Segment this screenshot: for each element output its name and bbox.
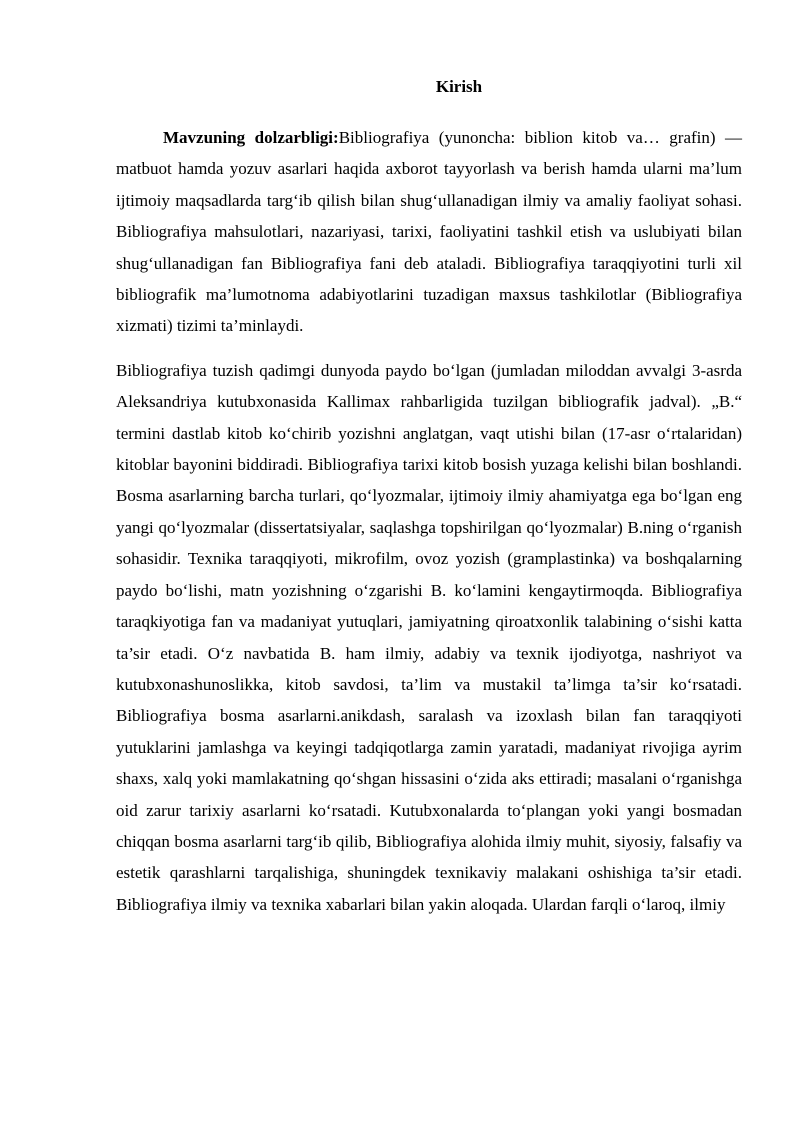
page-title: Kirish (435, 77, 483, 96)
document-page (116, 72, 742, 920)
body-paragraph: Bibliografiya tuzish qadimgi dunyoda paydo bo‘lgan (jumladan miloddan avvalgi 3-asrda Aleksandriya kutubxonasida Kallimax rahbarligida tuzilgan bibliografik jadval). „B.“ termini dastlab kitob ko‘chirib yozishni anglatgan, vaqt utishi bilan (17-asr o‘rtalaridan) kitoblar bayonini biddiradi. Bibliografiya tarixi kitob bosish yuzaga kelishi bilan boshlandi. Bosma asarlarning barcha turlari, qo‘lyozmalar, ijtimoiy ilmiy ahamiyatga ega bo‘lgan eng yangi qo‘lyozmalar (dissertatsiyalar, saqlashga topshirilgan qo‘lyozmalar) B.ning o‘rganish sohasidir. Texnika taraqqiyoti, mikrofilm, ovoz yozish (gramplastinka) va boshqalarning paydo bo‘lishi, matn yozishning o‘zgarishi B. ko‘lamini kengaytirmoqda. Bibliografiya taraqkiyotiga fan va madaniyat yutuqlari, jamiyatning qiroatxonlik talabining o‘sishi katta ta’sir etadi. O‘z navbatida B. ham ilmiy, adabiy va texnik ijodiyotga, nashriyot va kutubxonashunoslikka, kitob savdosi, ta’lim va mustakil ta’limga ta’sir ko‘rsatadi. Bibliografiya bosma asarlarni.anikdash, saralash va izoxlash bilan fan taraqqiyoti yutuklarini jamlashga va keyingi tadqiqotlarga zamin yaratadi, madaniyat rivojiga ayrim shaxs, xalq yoki mamlakatning qo‘shgan hissasini o‘zida aks ettiradi; masalani o‘rganishga oid zarur tarixiy asarlarni ko‘rsatadi. Kutubxonalarda to‘plangan yoki yangi bosmadan chiqqan bosma asarlarni targ‘ib qilib, Bibliografiya alohida ilmiy muhit, siyosiy, falsafiy va estetik qarashlarni tarqalishiga, shuningdek texnikaviy malakani oshishiga ta’sir etadi. Bibliografiya ilmiy va texnika xabarlari bilan yakin aloqada. Ulardan farqli o‘laroq, ilmiy (116, 360, 742, 914)
intro-paragraph (116, 122, 742, 342)
intro-text: Bibliografiya (yunoncha: biblion kitob va… grafin) — matbuot hamda yozuv asarlari haqida axborot tayyorlash va berish hamda ularni ma’lum ijtimoiy maqsadlarda targ‘ib qilish bilan shug‘ullanadigan ilmiy va amaliy faoliyat sohasi. Bibliografiya mahsulotlari, nazariyasi, tarixi, faoliyatini tashkil etish va uslubiyati bilan shug‘ullanadigan fan Bibliografiya fani deb ataladi. Bibliografiya taraqqiyotini turli xil bibliografik ma’lumotnoma adabiyotlarini tuzadigan maxsus tashkilotlar (Bibliografiya xizmati) tizimi ta’minlaydi. (116, 128, 742, 336)
intro-lead: Mavzuning dolzarbligi: (163, 128, 339, 147)
